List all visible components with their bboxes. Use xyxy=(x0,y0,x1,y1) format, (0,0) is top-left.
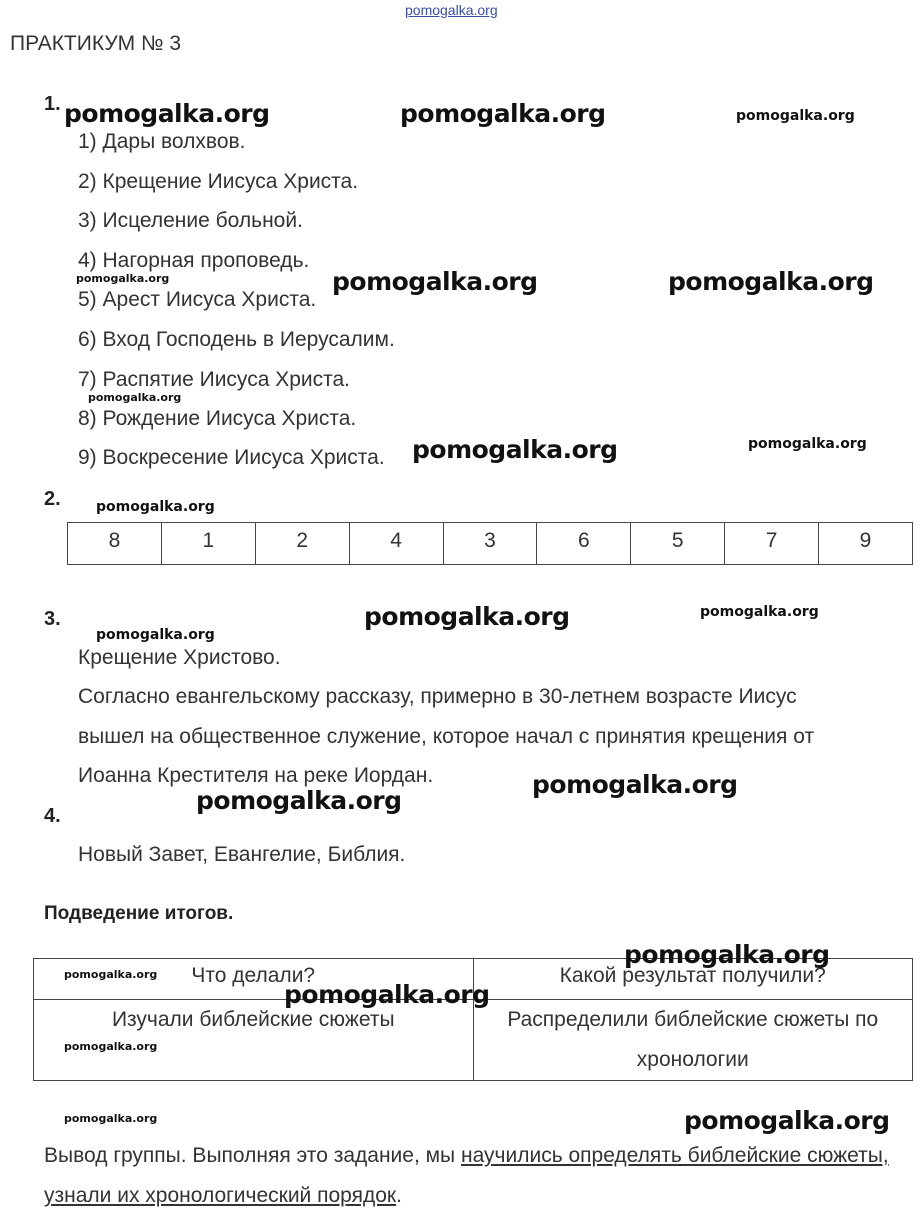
sequence-cell: 4 xyxy=(349,523,443,565)
task1-number: 1. xyxy=(44,93,61,115)
task2-number: 2. xyxy=(44,488,61,510)
watermark: pomogalka.org xyxy=(64,99,270,128)
sequence-cell: 5 xyxy=(631,523,725,565)
watermark: pomogalka.org xyxy=(736,108,855,124)
task3-line-3: вышел на общественное служение, которое начал с принятия крещения от xyxy=(78,725,815,748)
sequence-cell: 9 xyxy=(819,523,913,565)
watermark: pomogalka.org xyxy=(64,1040,158,1053)
task3-line-2: Согласно евангельскому рассказу, примерно в 30-летнем возрасте Иисус xyxy=(78,685,797,708)
watermark: pomogalka.org xyxy=(748,436,867,452)
watermark: pomogalka.org xyxy=(76,272,170,285)
watermark: pomogalka.org xyxy=(64,968,158,981)
watermark: pomogalka.org xyxy=(532,770,738,799)
watermark: pomogalka.org xyxy=(400,99,606,128)
task1-item-4: 4) Нагорная проповедь. xyxy=(78,249,310,272)
task1-item-8: 8) Рождение Иисуса Христа. xyxy=(78,407,357,430)
task4-number: 4. xyxy=(44,805,61,827)
task1-item-3: 3) Исцеление больной. xyxy=(78,209,303,232)
task3-number: 3. xyxy=(44,608,61,630)
task1-item-7: 7) Распятие Иисуса Христа. xyxy=(78,368,351,391)
task1-item-1: 1) Дары волхвов. xyxy=(78,130,246,153)
watermark: pomogalka.org xyxy=(284,980,490,1009)
watermark-link[interactable]: pomogalka.org xyxy=(405,2,498,18)
summary-col2-header: Какой результат получили? xyxy=(473,959,913,1000)
task1-item-5: 5) Арест Иисуса Христа. xyxy=(78,288,317,311)
sequence-table xyxy=(67,522,913,565)
sequence-cell: 8 xyxy=(68,523,162,565)
sequence-cell: 2 xyxy=(255,523,349,565)
watermark: pomogalka.org xyxy=(332,267,538,296)
watermark: pomogalka.org xyxy=(684,1106,890,1135)
sequence-cell: 6 xyxy=(537,523,631,565)
task1-item-6: 6) Вход Господень в Иерусалим. xyxy=(78,328,395,351)
watermark: pomogalka.org xyxy=(364,602,570,631)
conclusion-underlined: научились определять библейские сюжеты, узнали их хронологический порядок xyxy=(44,1144,889,1207)
page-title: ПРАКТИКУМ № 3 xyxy=(10,32,182,55)
watermark: pomogalka.org xyxy=(64,1112,158,1125)
watermark: pomogalka.org xyxy=(96,499,215,515)
sequence-cell: 3 xyxy=(443,523,537,565)
watermark: pomogalka.org xyxy=(624,940,830,969)
watermark: pomogalka.org xyxy=(668,267,874,296)
watermark: pomogalka.org xyxy=(196,786,402,815)
summary-col2-value: Распределили библейские сюжеты по хронологии xyxy=(473,1000,913,1081)
watermark: pomogalka.org xyxy=(88,391,182,404)
sequence-cell: 1 xyxy=(161,523,255,565)
summary-col1-header: Что делали? xyxy=(34,959,474,1000)
sequence-cell: 7 xyxy=(725,523,819,565)
task4-text: Новый Завет, Евангелие, Библия. xyxy=(78,843,406,866)
task1-item-9: 9) Воскресение Иисуса Христа. xyxy=(78,446,385,469)
task1-item-2: 2) Крещение Иисуса Христа. xyxy=(78,170,359,193)
summary-value-row xyxy=(34,1000,913,1081)
sequence-row xyxy=(68,523,913,565)
summary-heading: Подведение итогов. xyxy=(44,903,234,924)
conclusion xyxy=(44,1136,904,1216)
task3-line-1: Крещение Христово. xyxy=(78,646,281,669)
conclusion-suffix: . xyxy=(396,1184,402,1207)
summary-table xyxy=(33,958,913,1081)
conclusion-prefix: Вывод группы. Выполняя это задание, мы xyxy=(44,1144,461,1167)
summary-col1-value: Изучали библейские сюжеты xyxy=(34,1000,474,1081)
watermark: pomogalka.org xyxy=(96,627,215,643)
task3-line-4: Иоанна Крестителя на реке Иордан. xyxy=(78,764,434,787)
watermark: pomogalka.org xyxy=(700,604,819,620)
watermark: pomogalka.org xyxy=(412,435,618,464)
